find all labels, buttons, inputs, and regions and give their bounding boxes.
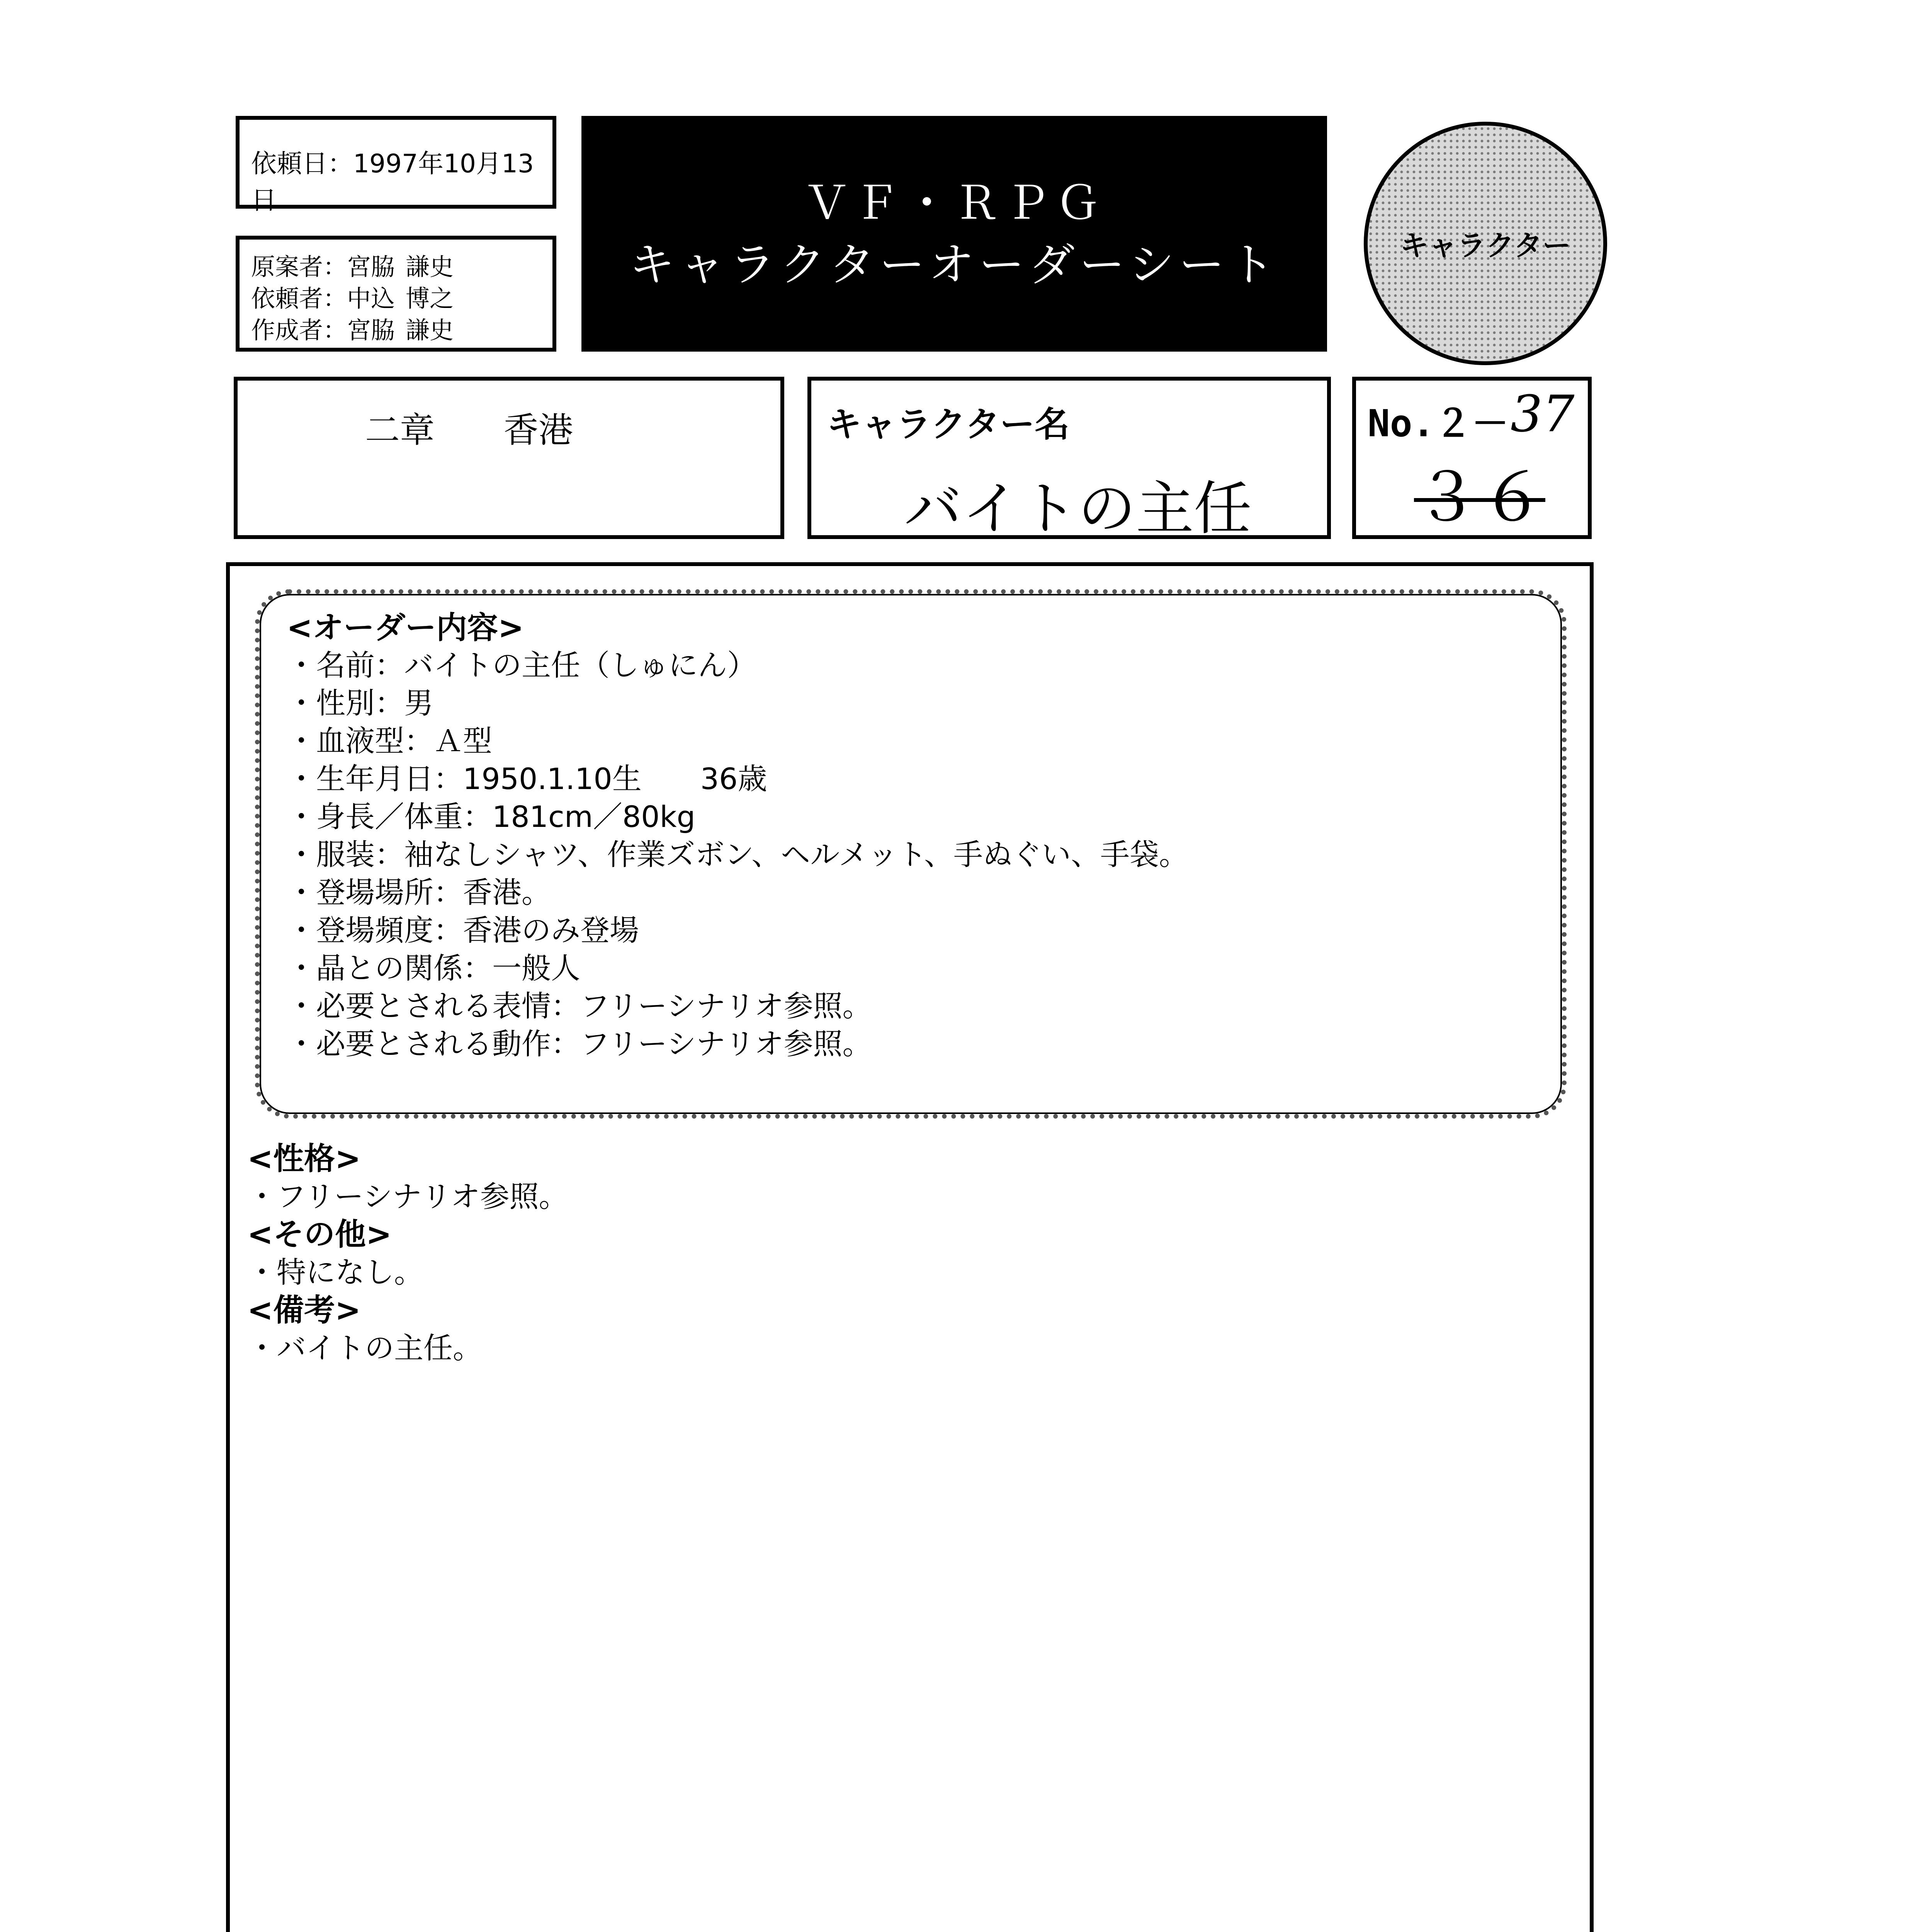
sheet-number-struck: ３６ — [1414, 459, 1546, 536]
character-name-label: キャラクター名 — [827, 404, 1070, 445]
order-line: ・服装：袖なしシャツ、作業ズボン、ヘルメット、手ぬぐい、手袋。 — [287, 837, 1188, 872]
order-line: ・名前：バイトの主任（しゅにん） — [287, 648, 756, 682]
section-heading: <備考> — [247, 1292, 361, 1328]
order-title: <オーダー内容> — [287, 610, 524, 646]
person-role: 作成者：宮脇 — [251, 316, 395, 344]
title-line-2: キャラクターオーダーシート — [629, 238, 1280, 291]
order-line: ・必要とされる表情：フリーシナリオ参照。 — [287, 989, 872, 1023]
character-name-value: バイトの主任 — [904, 475, 1252, 543]
person-name: 謙史 — [406, 316, 454, 344]
person-role: 依頼者：中込 — [251, 284, 395, 313]
person-name: 謙史 — [406, 253, 454, 281]
order-line: ・登場頻度：香港のみ登場 — [287, 913, 639, 947]
order-line: ・必要とされる動作：フリーシナリオ参照。 — [287, 1027, 872, 1061]
section-text: ・フリーシナリオ参照。 — [247, 1179, 568, 1214]
section-heading: <性格> — [247, 1141, 361, 1177]
sheet-number-prefix: No.２－ — [1368, 402, 1509, 445]
order-line: ・晶との関係：一般人 — [287, 951, 580, 985]
request-date: 依頼日：1997年10月13日 — [251, 149, 534, 215]
person-name: 博之 — [406, 284, 454, 313]
chapter-label: 二章 — [365, 410, 435, 451]
title-line-1: ＶＦ・ＲＰＧ — [803, 176, 1105, 230]
section-text: ・特になし。 — [247, 1255, 423, 1289]
order-line: ・性別：男 — [287, 686, 433, 720]
order-line: ・登場場所：香港。 — [287, 875, 551, 910]
order-line: ・身長／体重：181cm／80kg — [287, 799, 695, 834]
order-line: ・血液型：Ａ型 — [287, 724, 492, 758]
person-role: 原案者：宮脇 — [251, 253, 395, 281]
section-text: ・バイトの主任。 — [247, 1331, 482, 1365]
order-line: ・生年月日：1950.1.10生 36歳 — [287, 762, 767, 796]
sheet-number-handwritten: 37 — [1511, 384, 1575, 443]
section-heading: <その他> — [247, 1216, 392, 1252]
location-label: 香港 — [503, 410, 573, 451]
badge-label: キャラクター — [1400, 229, 1571, 262]
